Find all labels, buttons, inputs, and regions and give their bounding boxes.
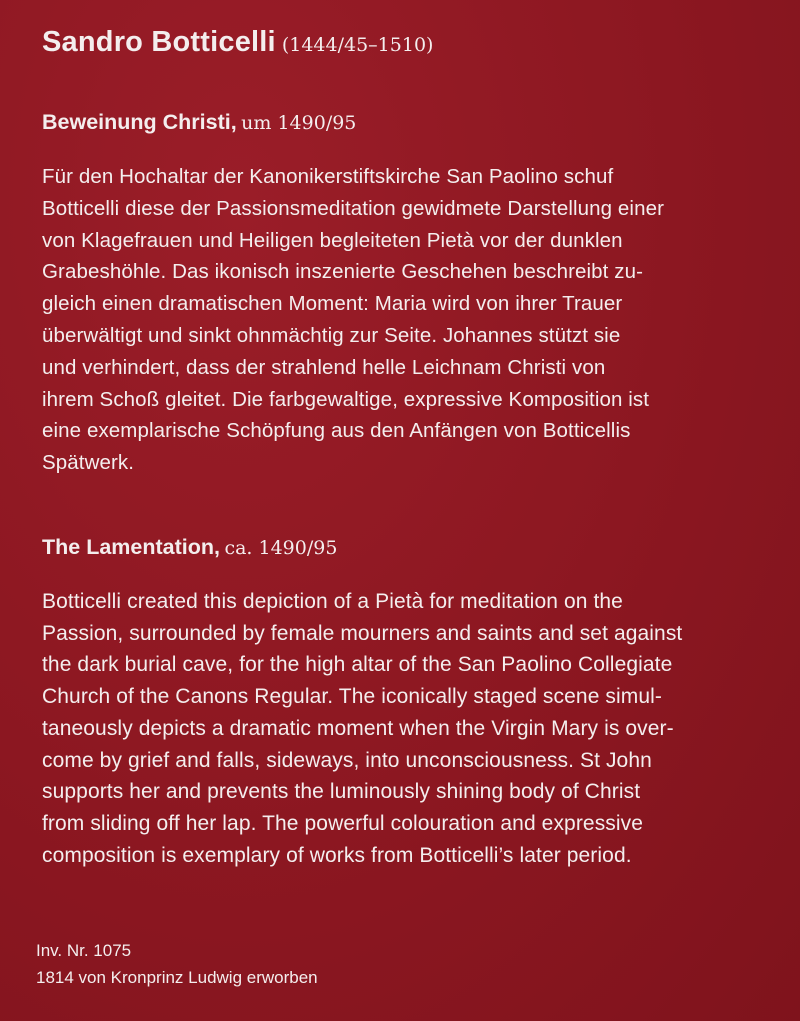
english-description-line: from sliding off her lap. The powerful colouration and expressive — [42, 811, 644, 835]
artist-dates: (1444/45–1510) — [281, 34, 434, 56]
english-section — [42, 533, 782, 871]
artist-name: Sandro Botticelli — [42, 26, 276, 58]
english-description-line: Church of the Canons Regular. The iconically staged scene simul- — [42, 685, 663, 709]
english-work-date: ca. 1490/95 — [224, 537, 338, 559]
german-description-line: überwältigt und sinkt ohnmächtig zur Seite. Johannes stützt sie — [42, 323, 621, 347]
english-title-line — [42, 533, 782, 564]
english-description-line: composition is exemplary of works from Botticelli’s later period. — [42, 843, 632, 867]
english-description-line: supports her and prevents the luminously shining body of Christ — [42, 780, 641, 804]
english-description-line: taneously depicts a dramatic moment when the Virgin Mary is over- — [42, 716, 674, 740]
german-description-line: gleich einen dramatischen Moment: Maria wird von ihrer Trauer — [42, 292, 623, 316]
english-work-title: The Lamentation, — [42, 535, 220, 559]
inventory-number: Inv. Nr. 1075 — [36, 941, 132, 960]
german-description-line: eine exemplarische Schöpfung aus den Anfängen von Botticellis — [42, 419, 631, 443]
german-description-line: von Klagefrauen und Heiligen begleiteten Pietà vor der dunklen — [42, 228, 623, 252]
inventory-footer — [36, 937, 318, 991]
german-description-line: Botticelli diese der Passionsmeditation gewidmete Darstellung einer — [42, 196, 665, 220]
english-description-line: the dark burial cave, for the high altar of the San Paolino Collegiate — [42, 653, 673, 677]
german-work-date: um 1490/95 — [241, 112, 357, 134]
german-section — [42, 108, 782, 479]
german-description-line: ihrem Schoß gleitet. Die farbgewaltige, expressive Komposition ist — [42, 387, 650, 411]
english-description-line: come by grief and falls, sideways, into unconsciousness. St John — [42, 748, 652, 772]
german-work-title: Beweinung Christi, — [42, 110, 237, 134]
english-description — [42, 586, 782, 871]
english-description-line: Passion, surrounded by female mourners and saints and set against — [42, 621, 683, 645]
german-description — [42, 161, 782, 479]
german-title-line — [42, 108, 782, 139]
english-description-line: Botticelli created this depiction of a Pietà for meditation on the — [42, 590, 623, 613]
german-description-line: Für den Hochaltar der Kanonikerstiftskirche San Paolino schuf — [42, 165, 614, 188]
german-description-line: und verhindert, dass der strahlend helle Leichnam Christi von — [42, 355, 606, 379]
german-description-line: Grabeshöhle. Das ikonisch inszenierte Geschehen beschreibt zu- — [42, 260, 644, 284]
artist-heading — [42, 26, 433, 59]
german-description-line: Spätwerk. — [42, 451, 135, 475]
acquisition-note: 1814 von Kronprinz Ludwig erworben — [36, 968, 318, 987]
